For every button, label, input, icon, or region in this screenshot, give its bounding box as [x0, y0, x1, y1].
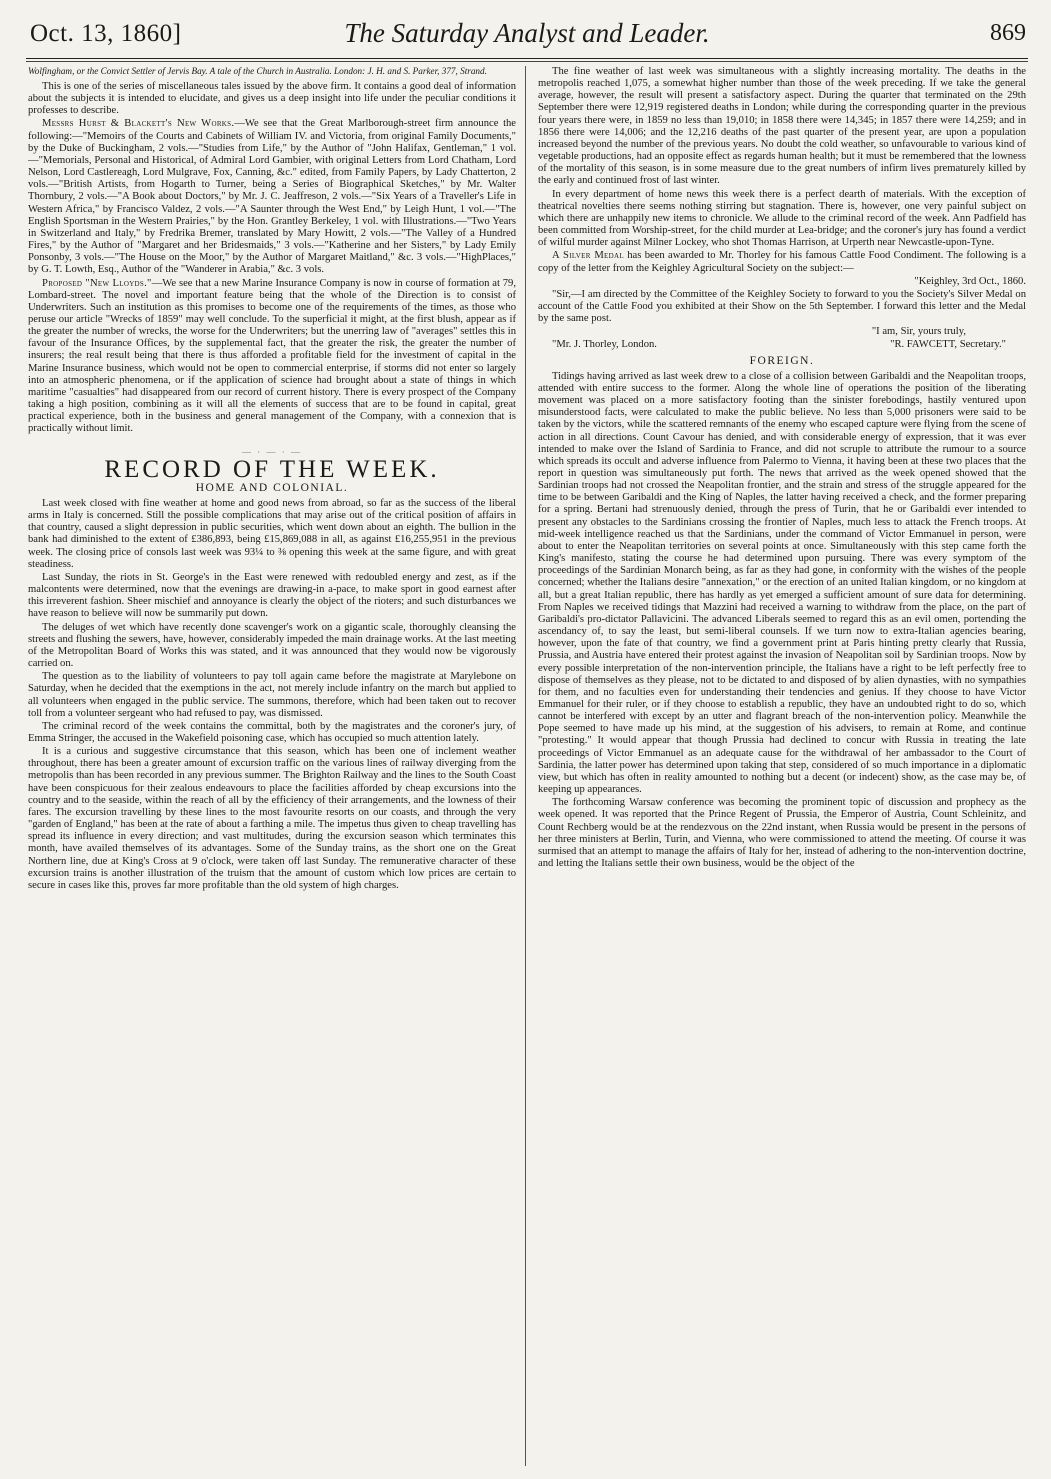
- article-paragraph: The forthcoming Warsaw conference was becoming the prominent topic of discussion and prophecy as the week opened. It was reported that the Prince Regent of Prussia, the Emperor of Austria, Count Schleinitz, and Count Rechberg would be at the rendezvous on the 22nd instant, when Russia would be present in the persons of her three ministers at Berlin, Turin, and Vienna, who were commissioned to attend the meeting. Of course it was surmised that an attempt to manage the affairs of Italy for her, instead of adhering to the non-intervention doctrine, and letting the Italians settle their own business, would be the object of the: [538, 797, 1026, 869]
- left-column: [28, 66, 516, 1466]
- foreign-subhead: FOREIGN.: [749, 354, 815, 367]
- article-paragraph: The question as to the liability of volunteers to pay toll again came before the magistrate at Marylebone on Saturday, when he decided that the exemptions in the act, not merely include infantry on the march but applied to all volunteers when engaged in the public service. The summons, therefore, which had been taken out to recover toll from a volunteer sergeant who had refused to pay, was dismissed.: [28, 671, 516, 719]
- issue-date: Oct. 13, 1860]: [30, 20, 182, 47]
- header-rule-thin: [26, 61, 1028, 62]
- letter-sender: "R. FAWCETT, Secretary.": [890, 339, 1006, 351]
- new-lloyds-body: —We see that a new Marine Insurance Company is now in course of formation at 79, Lombard-street. The novel and important feature being that the whole of the Direction is to consist of Underwriters. Such an institution as this promises to become one of the requirements of the times, as those who peruse our article "Wrecks of 1859" may well conclude. To the superficial it might, at the first blush, appear as if the greater the number of wrecks, the worse for the Underwriters; but the unerring law of "averages" settles this in favour of the Insurance Offices, by the supplemental fact, that the greater the risk, the greater the number of insurers; the real result being that there is thus afforded a profitable field for the investment of capital in the Marine Insurance business, which would not be open to commercial enterprise, if storms did not enter so largely into an atmospheric phenomena, or if the application of science had brought about a state of things in which maritime "casualties" had disappeared from our record of current history. There is every prospect of the Company taking a high position, combining as it will all the elements of success that are to be found in capital, great practical experience, both in the business and general management of the Company, with a connexion that is practically without limit.: [28, 277, 516, 435]
- letter-body: "Sir,—I am directed by the Committee of the Keighley Society to forward to you the Society's Silver Medal on account of the Cattle Food you exhibited at their Show on the 5th September. I forward this letter and the Medal by the same post.: [538, 288, 1026, 325]
- hurst-blackett-body: —We see that the Great Marlborough-street firm announce the following:—"Memoirs of the Courts and Cabinets of William IV. and Victoria, from original Family Documents," by the Duke of Buckingham, 2 vols.—"Studies from Life," by the Author of "John Halifax, Gentleman," 1 vol.—"Memorials, Personal and Historical, of Admiral Lord Gambier, with original Letters from Lord Chatham, Lord Nelson, Lord Castlereagh, Lord Mulgrave, Fox, Canning, &c." edited, from Family Papers, by Lady Chatterton, 2 vols.—"British Artists, from Hogarth to Turner, being a Series of Biographical Sketches," by Mr. Walter Thornbury, 2 vols.—"A Book about Doctors," by Mr. J. C. Jeaffreson, 2 vols.—"Six Years of a Traveller's Life in Western Africa," by Francisco Valdez, 2 vols.—"A Saunter through the West End," by Leigh Hunt, 1 vol.—"The English Sportsman in the Western Prairies," by the Hon. Grantley Berkeley, 1 vol. with Illustrations.—"Two Years in Switzerland and Italy," by Fredrika Bremer, translated by Mary Howitt, 2 vols.—"The Valley of a Hundred Fires," by the Author of "Margaret and her Bridesmaids," 3 vols.—"Katherine and her Sisters," by Lady Emily Ponsonby, 3 vols.—"The House on the Moor," by the Author of Margaret Maitland," &c. 3 vols.—"HighPlaces," by G. T. Lowth, Esq., Author of the "Wanderer in Arabia," &c. 3 vols.: [28, 118, 516, 276]
- article-paragraph: In every department of home news this week there is a perfect dearth of materials. With the exception of theatrical novelties there seems nothing stirring but stagnation. There is, however, one very painful subject on which there are unhappily new items to chronicle. We allude to the criminal record of the week. Ann Padfield has been committed from Worship-street, for the child murder at Lea-bridge; and the coroner's jury has found a verdict of wilful murder against Milner Lockey, who shot Thomas Harrison, at Urperth near Newcastle-upon-Tyne.: [538, 188, 1026, 249]
- book-note-body: This is one of the series of miscellaneous tales issued by the above firm. It contains a good deal of information about the subjects it is intended to elucidate, and gives us a deep insight into life under the peculiar conditions it professes to describe.: [28, 81, 516, 117]
- article-paragraph: The deluges of wet which have recently done scavenger's work on a gigantic scale, thoroughly cleansing the streets and flushing the sewers, have, however, considerably impeded the main drainage works. At the last meeting of the Metropolitan Board of Works this was stated, and it was announced that they would now be vigorously carried on.: [28, 621, 516, 670]
- book-note-title: Wolfingham, or the Convict Settler of Jervis Bay. A tale of the Church in Australia. London: J. H. and S. Parker, 377, Strand.: [28, 66, 487, 76]
- columns: [22, 66, 1032, 1466]
- article-paragraph: The criminal record of the week contains the committal, both by the magistrates and the coroner's jury, of Emma Stringer, the accused in the Wakefield poisoning case, which has occupied so much attention lately.: [28, 720, 516, 744]
- hurst-blackett-lead: Messrs Hurst & Blackett's New Works.: [42, 118, 235, 130]
- letter-date: "Keighley, 3rd Oct., 1860.: [914, 275, 1026, 287]
- letter-recipient: "Mr. J. Thorley, London.: [552, 339, 657, 351]
- article-paragraph: It is a curious and suggestive circumstance that this season, which has been one of inclement weather throughout, there has been a greater amount of excursion traffic on the various lines of railway diverging from the metropolis than has been recorded in any previous summer. The Brighton Railway and the lines to the South Coast have been conspicuous for their zealous endeavours to place the facilities afforded by cheap excursions into the country and to the seaside, within the reach of all by the efficiency of their arrangements, and the lowness of their fares. The excursion travelling by these lines to the most favourite resorts on our coasts, and through the very "garden of England," has been at the rate of about a farthing a mile. The impetus thus given to cheap travelling has spread its influence in every direction; and vast multitudes, during the excursion season which terminates this month, have availed themselves of its advantages. Some of the Sunday trains, as the short one on the Great Northern line, due at King's Cross at 9 o'clock, were taken off last Sunday. The remunerative character of these excursion trains is another illustration of the truism that the amount of custom which low prices are certain to secure in cases like this, proves far more profitable than the old system of high charges.: [28, 746, 516, 891]
- page-header: [22, 14, 1032, 58]
- article-paragraph: Tidings having arrived as last week drew to a close of a collision between Garibaldi and the Neapolitan troops, attended with entire success to the former. Along the whole line of operations the position of the liberating movement was placed on a more satisfactory footing than the sinister forebodings, hastily ventured upon misunderstood facts, were calculated to make the public believe. No less than 5,000 prisoners were said to be taken by the victors, while the scattered remnants of the enemy who escaped capture were flying from the scene of action in all directions. Count Cavour has denied, and with considerable energy of expression, that it was ever intended to make over the Island of Sardinia to France, and did not scruple to attribute the rumour to a source which spreads its occult and adverse influence from Palermo to Vienna, it having been at these two places that the report in question was simultaneously put forth. The news that arrived as the week opened showed that the Sardinian troops had not crossed the Neapolitan frontier, and the strain and stress of the struggle appeared for the time to be between Garibaldi and the King of Naples, the latter having received a check, and the former preparing for a spring. Bertani had strenuously denied, through the press of Turin, that he or Garibaldi ever intended to present any obstacles to the Sardinians crossing the frontier of Naples, much less to attack the French troops. At mid-week intelligence reached us that the Sardinians, under the command of Victor Emmanuel in person, were about to enter the Neapolitan territories on several points at once. Simultaneously with this step came forth the King's manifesto, stating the course he had determined upon pursuing. There was every symptom of the proceedings of the Sardinian Monarch being, as far as they had gone, in conformity with the wishes of the people concerned; whether the Italians desire "annexation," or the erection of an united Italian kingdom, or no kingdom at all, but a great Italian republic, there has hardly as yet emerged a sufficient amount of sure data for determining. From Naples we received tidings that Mazzini had received a warning to withdraw from the place, on the part of Garibaldi's pro-dictator Pallavicini. The advanced Liberals seemed to regard this as an evil omen, portending the ascendancy of, to say the least, but semi-liberal counsels. If we turn now to extra-Italian agencies bearing, however, upon the fate of that country, we find a government print at Paris hinting pretty clearly that Russia, Prussia, and Austria have entered their protest against the invasion of Neapolitan soil by Sardinian troops. Now by every possible interpretation of the non-intervention principle, the Italians have a right to be left perfectly free to dispose of themselves as they please, not to be dictated to and disposed of by alien dynasties, with no sympathies for them, and no faculties even for understanding their tendencies and genius. If they choose to have Victor Emmanuel for their ruler, or if they choose to establish a republic, they have an undoubted right to do so, which cannot be interfered with except by an utter and flagrant breach of the non-intervention policy. Meanwhile the Pope seemed to have made up his mind, at the suggestion of his advisers, to remain at Rome, and continue "protesting." It would appear that though Prussia had declined to concur with Russia in treating the late proceedings of Victor Emmanuel as an adequate cause for the withdrawal of her ambassador to the Court of Sardinia, the latter power has determined upon taking that step, considered of so much importance in a diplomatic view, but which has often in reality amounted to nothing but a decent (or indecent) show, as the case may be, of keeping up appearances.: [538, 370, 1026, 796]
- page-number: 869: [990, 20, 1026, 46]
- newspaper-page: [22, 14, 1032, 1469]
- right-column: [538, 66, 1026, 1466]
- article-paragraph: Last Sunday, the riots in St. George's in the East were renewed with redoubled energy and zest, as if the malcontents were determined, now that the evenings are drawing-in a-pace, to make sport in good earnest after this irreverent fashion. Sheer mischief and annoyance is clearly the object of the rioters; and such disturbances we have reason to believe will now be summarily put down.: [28, 571, 516, 620]
- home-colonial-subhead: HOME AND COLONIAL.: [195, 481, 349, 494]
- section-ornament: — · — · —: [242, 446, 302, 457]
- silver-medal-body: has been awarded to Mr. Thorley for his famous Cattle Food Condiment. The following is a copy of the letter from the Keighley Agricultural Society on the subject:—: [538, 250, 1026, 274]
- article-paragraph: The fine weather of last week was simultaneous with a slightly increasing mortality. The deaths in the metropolis reached 1,075, a somewhat higher number than those of the week preceding. If we take the general average, however, the result will present a satisfactory aspect. During the quarter that terminated on the 29th September there were 12,919 registered deaths in London; while during the corresponding quarter in the previous four years there were, in 1859 no less than 19,010; in 1858 there were 14,345; in 1857 there were 14,259; and in 1856 there were 14,006; and the 12,216 deaths of the past quarter of the present year, are upon a population increased beyond the number of the previous years. No doubt the cold weather, so unfavourable to various kind of vegetable productions, had an opposite effect as regards human health; but it must be remembered that the lowness of the mortality of this season, is in some measure due to the great numbers of infirm lives prematurely killed by the early and continued frost of last winter.: [538, 66, 1026, 187]
- article-paragraph: Last week closed with fine weather at home and good news from abroad, so far as the success of the liberal arms in Italy is concerned. Still the possible complications that may arise out of the critical position of affairs in that country, caused a slight depression in public securities, which went down about an eighth. The bullion in the bank had diminished to the extent of £386,893, being £15,869,088 in all, as against £16,255,951 in the previous week. The closing price of consols last week was 93¼ to ⅜ opening this week at the same figure, and with great steadiness.: [28, 498, 516, 570]
- record-of-week-title: RECORD OF THE WEEK.: [104, 455, 440, 483]
- column-divider: [525, 66, 526, 1466]
- new-lloyds-lead: Proposed "New Lloyds.": [42, 277, 152, 289]
- new-lloyds-paragraph: [28, 278, 516, 436]
- publication-title: The Saturday Analyst and Leader.: [344, 18, 710, 48]
- header-rule: [26, 58, 1028, 59]
- hurst-blackett-paragraph: [28, 118, 516, 276]
- letter-close: "I am, Sir, yours truly,: [871, 326, 966, 338]
- silver-medal-lead: A Silver Medal: [552, 250, 624, 262]
- letter-signatures: [538, 339, 1026, 351]
- silver-medal-paragraph: [538, 250, 1026, 274]
